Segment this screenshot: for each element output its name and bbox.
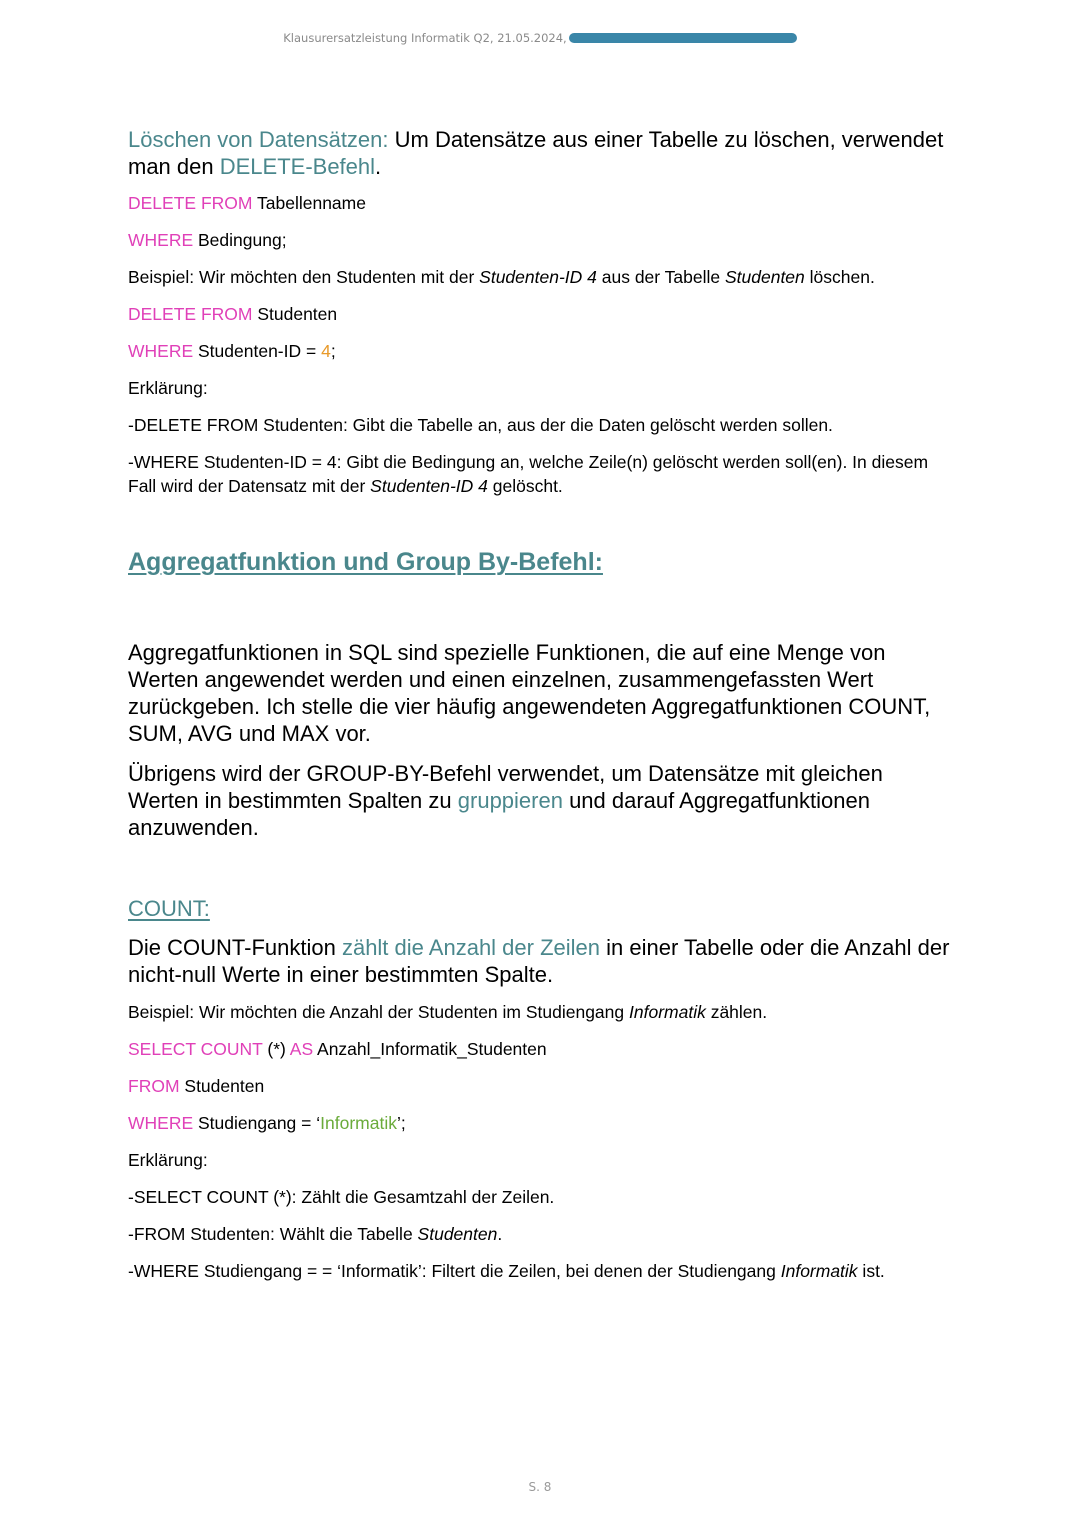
example-text: aus der Tabelle — [596, 267, 725, 287]
sql-string: Informatik — [320, 1113, 397, 1133]
explain-id: Studenten-ID 4 — [370, 476, 488, 496]
sql-text: ’; — [396, 1113, 406, 1133]
sql-keyword: WHERE — [128, 341, 194, 361]
explain-text: -WHERE Studenten-ID = 4: Gibt die Bedingung an, welche Zeile(n) gelöscht werden soll(en). In diesem Fall wird der Datensatz mit der — [128, 452, 929, 496]
sql-text: Anzahl_Informatik_Studenten — [313, 1039, 547, 1059]
aggregate-heading: Aggregatfunktion und Group By-Befehl: — [128, 548, 603, 576]
sql-text: (*) — [262, 1039, 290, 1059]
explain-text: -FROM Studenten: Wählt die Tabelle — [128, 1224, 418, 1244]
count-code-line-3 — [128, 1111, 958, 1135]
sql-keyword: WHERE — [128, 1113, 194, 1133]
count-description — [128, 934, 958, 988]
count-explain-label: Erklärung: — [128, 1150, 208, 1170]
explain-table: Studenten — [417, 1224, 498, 1244]
example-text: löschen. — [804, 267, 875, 287]
sql-keyword: DELETE FROM — [128, 304, 253, 324]
paragraph-text: in einer Tabelle oder die Anzahl der nicht-null Werte in einer bestimmten Spalte. — [128, 935, 950, 987]
sql-text: Studenten-ID = — [193, 341, 322, 361]
delete-code-line-1 — [128, 302, 958, 326]
sql-keyword: WHERE — [128, 230, 194, 250]
sql-text: Bedingung; — [193, 230, 287, 250]
delete-intro-text: Um Datensätze aus einer Tabelle zu löschen, verwendet man den — [128, 127, 944, 179]
explain-text: -WHERE Studiengang = = ‘Informatik’: Filtert die Zeilen, bei denen der Studiengang — [128, 1261, 781, 1281]
example-subject: Informatik — [629, 1002, 706, 1022]
sql-keyword: FROM — [128, 1076, 180, 1096]
highlight-term: gruppieren — [457, 788, 563, 813]
redaction-bar — [569, 33, 797, 43]
aggregate-paragraph-2 — [128, 760, 958, 841]
sql-text: Studenten — [179, 1076, 265, 1096]
count-example — [128, 1000, 958, 1024]
delete-explain-1: -DELETE FROM Studenten: Gibt die Tabelle an, aus der die Daten gelöscht werden sollen. — [128, 415, 833, 435]
count-explain-2 — [128, 1222, 958, 1246]
page-header — [0, 31, 1080, 45]
delete-explain-label: Erklärung: — [128, 378, 208, 398]
sql-keyword: SELECT COUNT — [128, 1039, 263, 1059]
delete-syntax-line-2 — [128, 228, 958, 252]
page-number: S. 8 — [528, 1480, 552, 1494]
sql-text: Tabellenname — [252, 193, 366, 213]
count-explain-3 — [128, 1259, 958, 1283]
sql-text: ; — [330, 341, 336, 361]
sql-number: 4 — [321, 341, 331, 361]
explain-text: gelöscht. — [487, 476, 563, 496]
sql-keyword: AS — [289, 1039, 314, 1059]
paragraph-text: und darauf Aggregatfunktionen anzuwenden. — [128, 788, 870, 840]
delete-intro — [128, 126, 958, 180]
delete-syntax-line-1 — [128, 191, 958, 215]
count-heading: COUNT: — [128, 896, 210, 921]
header-text: Klausurersatzleistung Informatik Q2, 21.05.2024, — [283, 31, 567, 45]
sql-text: Studenten — [252, 304, 338, 324]
delete-explain-2 — [128, 450, 958, 498]
delete-intro-end: . — [375, 154, 382, 179]
example-text: zählen. — [705, 1002, 768, 1022]
explain-text: . — [497, 1224, 503, 1244]
explain-text: ist. — [857, 1261, 885, 1281]
example-table: Studenten — [724, 267, 805, 287]
example-text: Beispiel: Wir möchten den Studenten mit der — [128, 267, 480, 287]
page-content — [128, 126, 958, 1283]
delete-example — [128, 265, 958, 289]
count-code-line-2 — [128, 1074, 958, 1098]
count-explain-1: -SELECT COUNT (*): Zählt die Gesamtzahl der Zeilen. — [128, 1187, 555, 1207]
sql-keyword: DELETE FROM — [128, 193, 253, 213]
paragraph-text: Die COUNT-Funktion — [128, 935, 342, 960]
example-text: Beispiel: Wir möchten die Anzahl der Studenten im Studiengang — [128, 1002, 629, 1022]
paragraph-text: Übrigens wird der GROUP-BY-Befehl verwendet, um Datensätze mit gleichen Werten in bestimmten Spalten zu — [128, 761, 883, 813]
explain-subject: Informatik — [780, 1261, 858, 1281]
count-code-line-1 — [128, 1037, 958, 1061]
delete-code-line-2 — [128, 339, 958, 363]
highlight-term: zählt die Anzahl der Zeilen — [341, 935, 601, 960]
aggregate-paragraph-1: Aggregatfunktionen in SQL sind spezielle Funktionen, die auf eine Menge von Werten angewendet werden und einen einzelnen, zusammengefassten Wert zurückgeben. Ich stelle die vier häufig angewendeten Aggregatfunktionen COUNT, SUM, AVG und MAX vor. — [128, 640, 931, 746]
delete-title: Löschen von Datensätzen: — [128, 127, 389, 152]
delete-command-term: DELETE-Befehl — [219, 154, 376, 179]
sql-text: Studiengang = ‘ — [193, 1113, 321, 1133]
example-id: Studenten-ID 4 — [479, 267, 597, 287]
